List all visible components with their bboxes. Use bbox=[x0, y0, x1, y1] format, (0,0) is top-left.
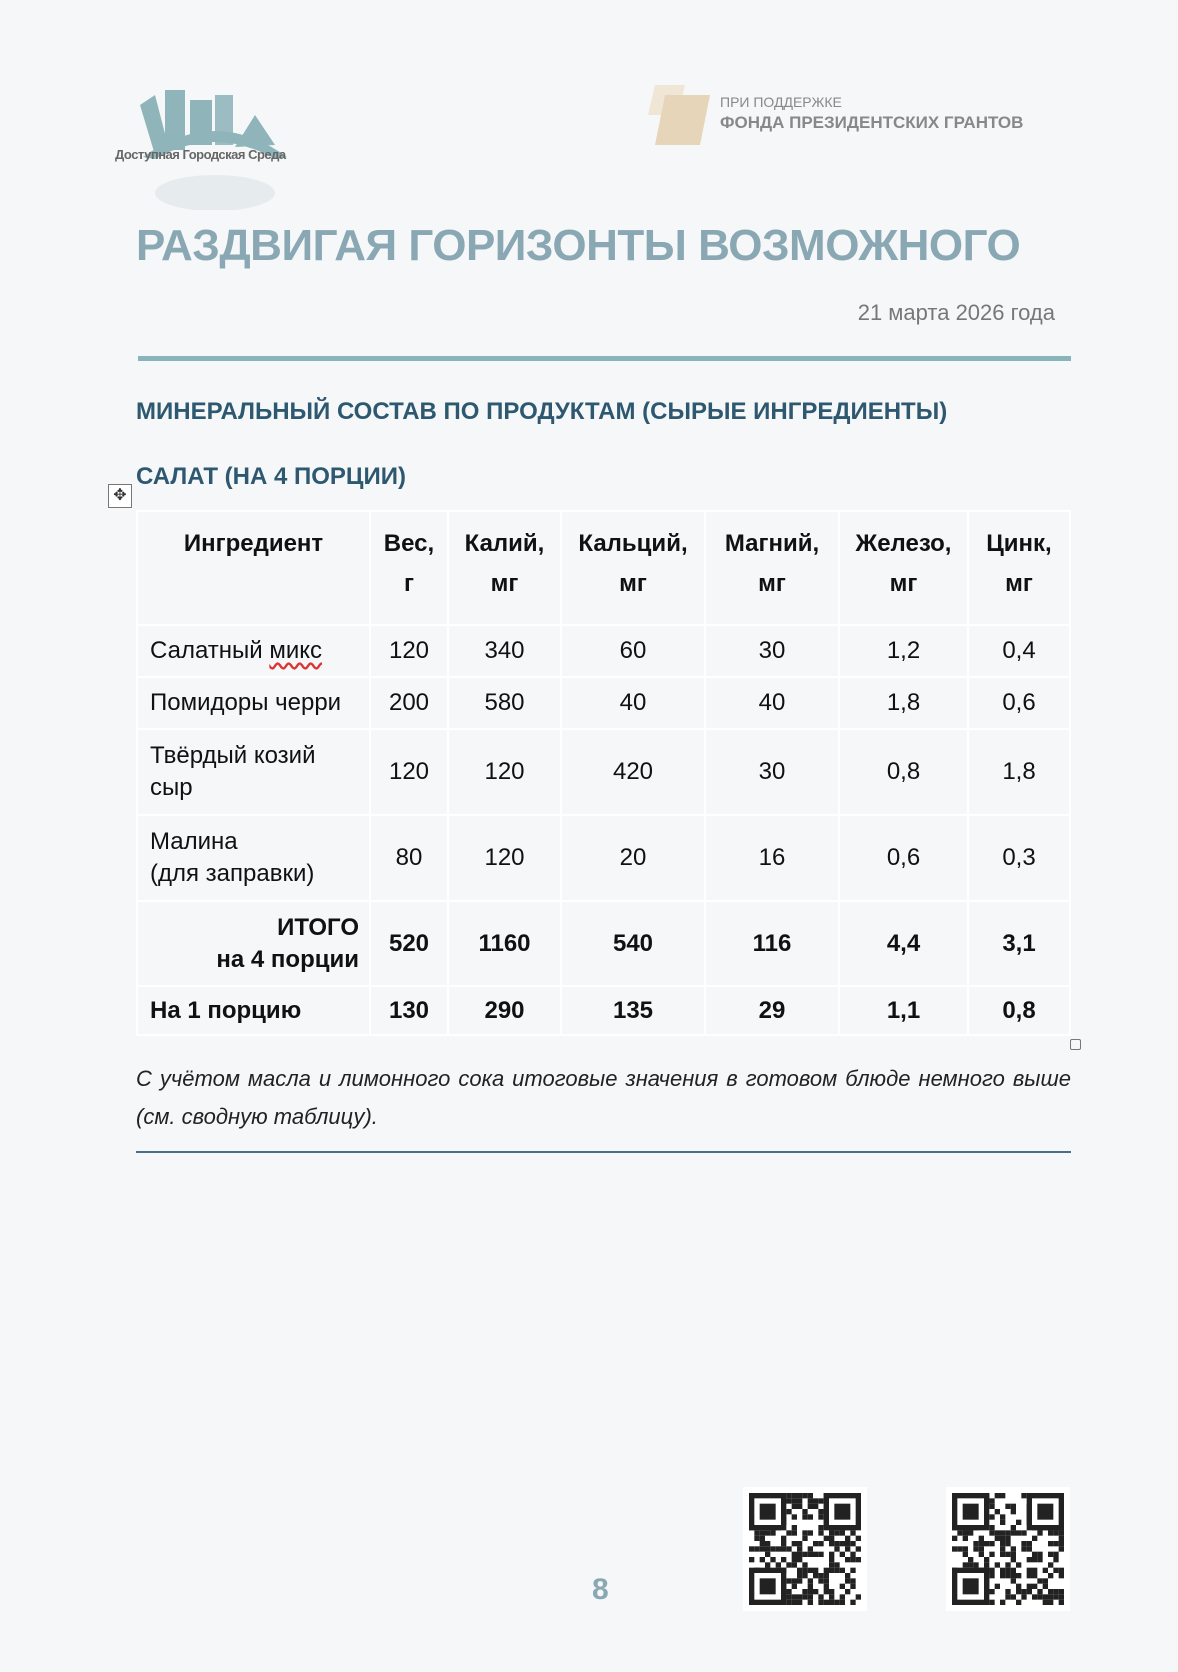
column-header bbox=[968, 511, 1070, 625]
minerals-table bbox=[136, 510, 1071, 1036]
ingredient-name: Салатный bbox=[150, 637, 270, 664]
value-cell: 1,1 bbox=[839, 986, 968, 1035]
value-cell: 200 bbox=[370, 677, 448, 729]
ingredient-cell bbox=[137, 901, 370, 986]
value-cell: 1,8 bbox=[839, 677, 968, 729]
value-cell: 30 bbox=[705, 625, 839, 677]
column-header bbox=[370, 511, 448, 625]
value-cell: 120 bbox=[448, 729, 561, 815]
column-header bbox=[448, 511, 561, 625]
value-cell: 0,6 bbox=[968, 677, 1070, 729]
value-cell: 40 bbox=[561, 677, 705, 729]
table-row bbox=[137, 815, 1070, 901]
value-cell: 4,4 bbox=[839, 901, 968, 986]
header-unit: мг bbox=[619, 570, 647, 597]
value-cell: 540 bbox=[561, 901, 705, 986]
ingredient-cell bbox=[137, 677, 370, 729]
page-number: 8 bbox=[592, 1573, 609, 1606]
value-cell: 1,8 bbox=[968, 729, 1070, 815]
value-cell: 0,3 bbox=[968, 815, 1070, 901]
header-label: Калий, bbox=[464, 530, 545, 557]
header-label: Цинк, bbox=[986, 530, 1052, 557]
table-row bbox=[137, 986, 1070, 1035]
value-cell: 340 bbox=[448, 625, 561, 677]
ingredient-name: ИТОГО bbox=[277, 913, 359, 941]
value-cell: 80 bbox=[370, 815, 448, 901]
dostupnaya-sreda-logo bbox=[115, 75, 325, 210]
ingredient-name-2: сыр bbox=[150, 774, 193, 801]
value-cell: 135 bbox=[561, 986, 705, 1035]
value-cell: 3,1 bbox=[968, 901, 1070, 986]
value-cell: 130 bbox=[370, 986, 448, 1035]
divider bbox=[138, 356, 1071, 361]
ingredient-cell bbox=[137, 729, 370, 815]
header-unit: г bbox=[404, 570, 414, 597]
table-note: С учётом масла и лимонного сока итоговые значения в готовом блюде немного выше (см. сводную таблицу). bbox=[136, 1066, 1071, 1129]
value-cell: 420 bbox=[561, 729, 705, 815]
value-cell: 0,8 bbox=[839, 729, 968, 815]
ingredient-cell bbox=[137, 986, 370, 1035]
ingredient-name: Помидоры черри bbox=[150, 689, 342, 716]
value-cell: 30 bbox=[705, 729, 839, 815]
ingredient-name: Малина bbox=[150, 828, 238, 855]
table-row bbox=[137, 901, 1070, 986]
value-cell: 1,2 bbox=[839, 625, 968, 677]
ingredient-name-2: (для заправки) bbox=[150, 860, 315, 887]
column-header bbox=[137, 511, 370, 625]
value-cell: 16 bbox=[705, 815, 839, 901]
header-label: Магний, bbox=[724, 530, 820, 557]
column-header bbox=[705, 511, 839, 625]
value-cell: 0,8 bbox=[968, 986, 1070, 1035]
column-header bbox=[561, 511, 705, 625]
table-row bbox=[137, 677, 1070, 729]
table-resize-handle[interactable] bbox=[1070, 1039, 1081, 1050]
value-cell: 520 bbox=[370, 901, 448, 986]
grant-line-2: ФОНДА ПРЕЗИДЕНТСКИХ ГРАНТОВ bbox=[720, 113, 1024, 132]
value-cell: 120 bbox=[370, 625, 448, 677]
header-label: Кальций, bbox=[578, 530, 688, 557]
table-row bbox=[137, 729, 1070, 815]
qr-code[interactable] bbox=[743, 1487, 867, 1611]
qr-code[interactable] bbox=[946, 1487, 1070, 1611]
table-move-handle-icon[interactable]: ✥ bbox=[108, 484, 132, 508]
section-heading: МИНЕРАЛЬНЫЙ СОСТАВ ПО ПРОДУКТАМ (СЫРЫЕ ИНГРЕДИЕНТЫ) bbox=[136, 398, 948, 425]
value-cell: 0,6 bbox=[839, 815, 968, 901]
value-cell: 290 bbox=[448, 986, 561, 1035]
value-cell: 40 bbox=[705, 677, 839, 729]
ingredient-cell bbox=[137, 815, 370, 901]
header-unit: мг bbox=[889, 570, 918, 597]
table-heading: САЛАТ (НА 4 ПОРЦИИ) bbox=[136, 463, 406, 490]
header-label: Ингредиент bbox=[183, 530, 324, 557]
page-title: РАЗДВИГАЯ ГОРИЗОНТЫ ВОЗМОЖНОГО bbox=[136, 221, 1021, 270]
ingredient-cell bbox=[137, 625, 370, 677]
value-cell: 116 bbox=[705, 901, 839, 986]
grant-line-1: ПРИ ПОДДЕРЖКЕ bbox=[720, 94, 842, 110]
column-header bbox=[839, 511, 968, 625]
table-header-row bbox=[137, 511, 1070, 625]
header-unit: мг bbox=[490, 570, 519, 597]
header-label: Железо, bbox=[855, 530, 952, 557]
table-row bbox=[137, 625, 1070, 677]
ingredient-name: Твёрдый козий bbox=[150, 742, 316, 769]
divider bbox=[136, 1151, 1071, 1153]
header-unit: мг bbox=[758, 570, 786, 597]
date: 21 марта 2026 года bbox=[857, 300, 1055, 325]
ingredient-name-2: на 4 порции bbox=[216, 945, 359, 973]
value-cell: 120 bbox=[448, 815, 561, 901]
logo-text: Доступная Городская Среда bbox=[115, 147, 286, 162]
value-cell: 0,4 bbox=[968, 625, 1070, 677]
value-cell: 29 bbox=[705, 986, 839, 1035]
value-cell: 20 bbox=[561, 815, 705, 901]
ingredient-name: На 1 порцию bbox=[150, 996, 302, 1024]
value-cell: 580 bbox=[448, 677, 561, 729]
header-unit: мг bbox=[1005, 570, 1033, 597]
value-cell: 120 bbox=[370, 729, 448, 815]
value-cell: 60 bbox=[561, 625, 705, 677]
value-cell: 1160 bbox=[448, 901, 561, 986]
header-label: Вес, bbox=[383, 530, 435, 557]
spellcheck-word: микс bbox=[269, 637, 323, 664]
